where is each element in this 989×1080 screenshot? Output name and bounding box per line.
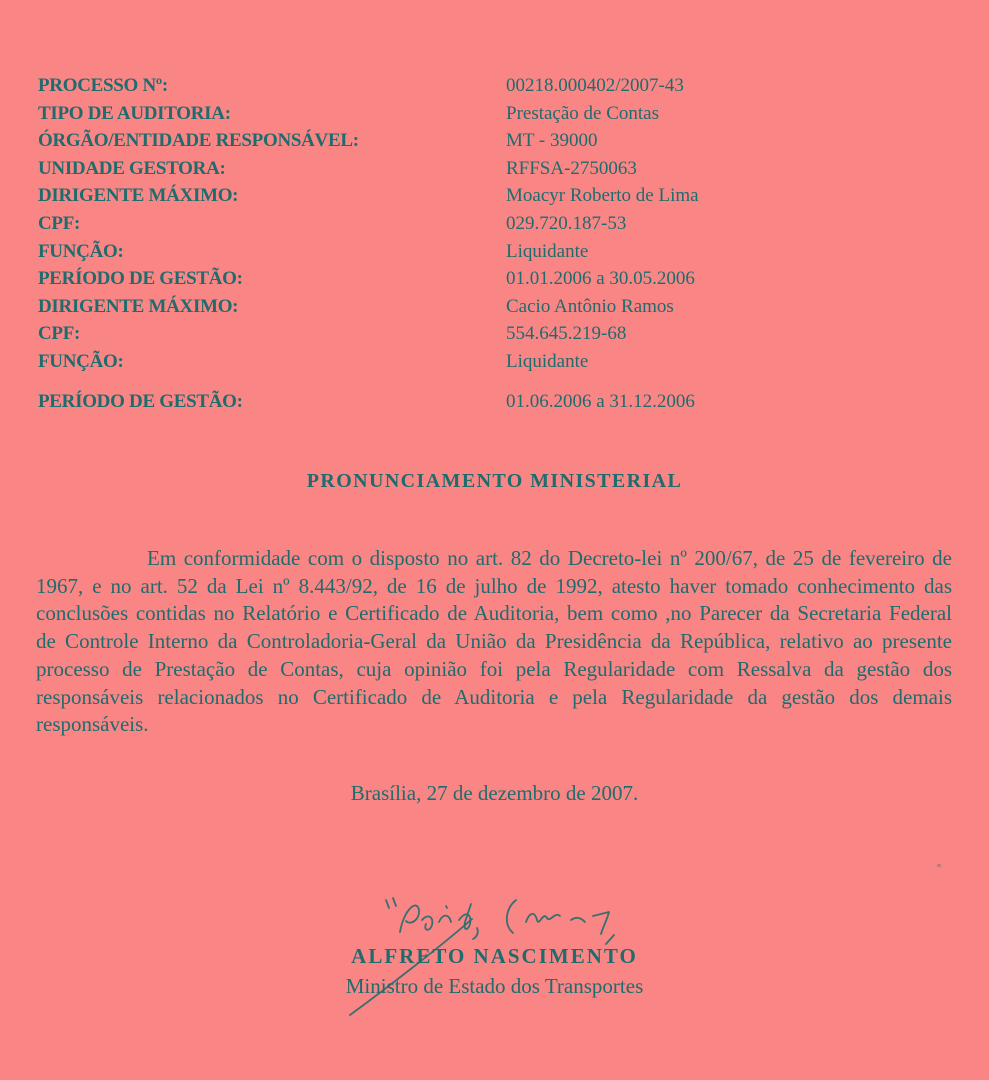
field-row <box>38 388 952 416</box>
body-paragraph: Em conformidade com o disposto no art. 82 do Decreto-lei nº 200/67, de 25 de fevereiro de 1967, e no art. 52 da Lei nº 8.443/92, de 16 de julho de 1992, atesto haver tomado conhecimento das conclusões contidas no Relatório e Certificado de Auditoria, bem como ,no Parecer da Secretaria Federal de Controle Interno da Controladoria-Geral da União da Presidência da República, relativo ao presente processo de Prestação de Contas, cuja opinião foi pela Regularidade com Ressalva da gestão dos responsáveis relacionados no Certificado de Auditoria e pela Regularidade da gestão dos demais responsáveis. <box>36 546 952 737</box>
header-field-table <box>38 72 952 415</box>
field-row <box>38 155 952 183</box>
field-label: PROCESSO Nº: <box>38 75 168 96</box>
field-row <box>38 72 952 100</box>
field-row <box>38 127 952 155</box>
field-row <box>38 293 952 321</box>
field-value: Cacio Antônio Ramos <box>506 295 674 317</box>
field-value: RFFSA-2750063 <box>506 157 637 179</box>
field-row <box>38 182 952 210</box>
signatory-role: Ministro de Estado dos Transportes <box>345 974 644 998</box>
field-value: 01.06.2006 a 31.12.2006 <box>506 390 695 412</box>
field-value: Prestação de Contas <box>506 102 660 124</box>
field-label: FUNÇÃO: <box>38 350 124 372</box>
document-title: PRONUNCIAMENTO MINISTERIAL <box>306 470 683 492</box>
field-value: 00218.000402/2007-43 <box>506 75 684 96</box>
field-value: Liquidante <box>506 240 589 262</box>
field-value: Liquidante <box>506 350 589 372</box>
field-value: 029.720.187-53 <box>506 212 627 234</box>
field-label: DIRIGENTE MÁXIMO: <box>38 295 239 317</box>
field-label: PERÍODO DE GESTÃO: <box>38 390 243 412</box>
field-label: FUNÇÃO: <box>38 240 124 262</box>
field-label: CPF: <box>38 212 81 234</box>
signatory-name: ALFRETO NASCIMENTO <box>351 944 638 968</box>
field-label: UNIDADE GESTORA: <box>38 157 226 179</box>
field-value: MT - 39000 <box>506 130 598 152</box>
field-label: PERÍODO DE GESTÃO: <box>38 268 243 290</box>
field-row <box>38 100 952 128</box>
field-row <box>38 210 952 238</box>
date-line: Brasília, 27 de dezembro de 2007. <box>350 781 639 805</box>
field-row <box>38 320 952 348</box>
field-row <box>38 238 952 266</box>
field-label: DIRIGENTE MÁXIMO: <box>38 185 239 207</box>
field-value: 01.01.2006 a 30.05.2006 <box>506 268 695 290</box>
field-label: TIPO DE AUDITORIA: <box>38 102 231 124</box>
field-value: 554.645.219-68 <box>506 323 627 345</box>
scan-speck <box>937 864 941 867</box>
field-row <box>38 348 952 376</box>
field-label: ÓRGÃO/ENTIDADE RESPONSÁVEL: <box>38 130 359 152</box>
field-value: Moacyr Roberto de Lima <box>506 185 699 207</box>
field-label: CPF: <box>38 323 81 345</box>
field-row <box>38 265 952 293</box>
